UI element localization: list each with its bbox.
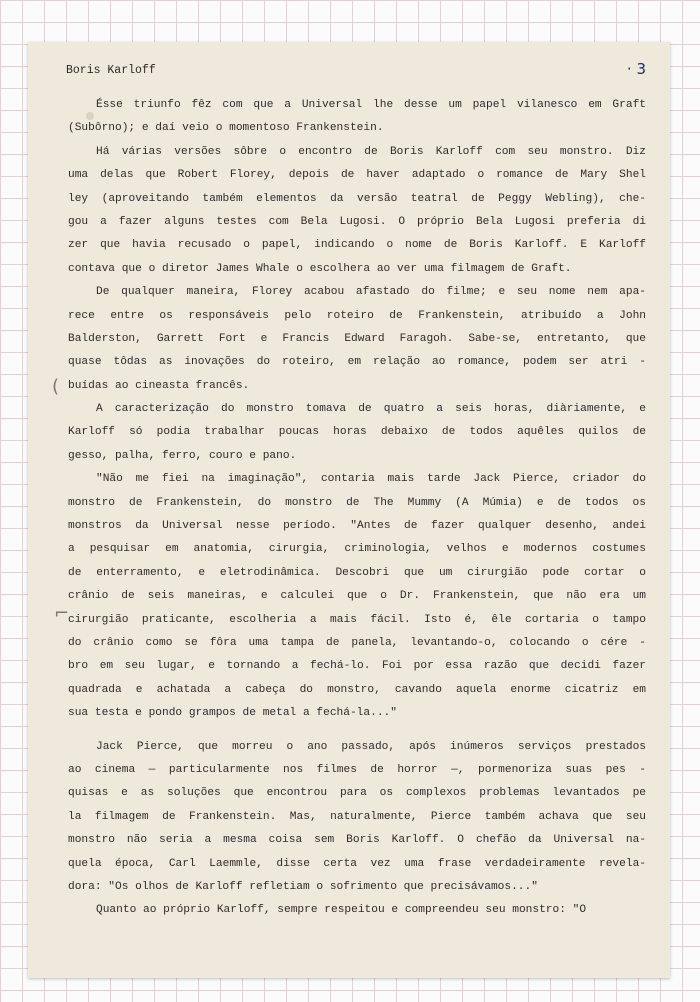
running-header: Boris Karloff: [66, 64, 156, 77]
text-line: Balderston, Garrett Fort e Francis Edward Faragoh. Sabe-se, entretanto, que: [68, 332, 646, 345]
text-body: [68, 94, 646, 923]
text-line: A caracterização do monstro tomava de quatro a seis horas, diàriamente, e: [96, 403, 646, 416]
text-line: (Subôrno); e daí veio o momentoso Frankenstein.: [68, 122, 384, 135]
text-line: ley (aproveitando também elementos da versão teatral de Peggy Webling), che-: [68, 192, 646, 205]
text-line: Ésse triunfo fêz com que a Universal lhe desse um papel vilanesco em Graft: [96, 99, 646, 111]
text-line: do crânio como se fôra uma tampa de panela, levantando-o, colocando o cére -: [68, 636, 646, 649]
text-line: rece entre os responsáveis pelo roteiro de Frankenstein, atribuído a John: [68, 309, 646, 322]
paragraph-gap: [68, 726, 646, 736]
text-line: sua testa e pondo grampos de metal a fechá-la...": [68, 707, 397, 720]
text-line: gou a fazer alguns testes com Bela Lugosi. O próprio Bela Lugosi preferia di: [68, 215, 646, 228]
text-line: uma delas que Robert Florey, depois de haver adaptado o romance de Mary Shel: [68, 169, 646, 182]
text-line: monstro de Frankenstein, do monstro de The Mummy (A Múmia) e de todos os: [68, 496, 646, 509]
text-line: De qualquer maneira, Florey acabou afastado do filme; e seu nome nem apa-: [96, 286, 646, 299]
text-line: Quanto ao próprio Karloff, sempre respeitou e compreendeu seu monstro: "O: [96, 904, 587, 917]
text-line: buídas ao cineasta francês.: [68, 379, 250, 392]
text-line: gesso, palha, ferro, couro e pano.: [68, 449, 297, 462]
page-number-digit: 3: [636, 60, 646, 78]
text-line: zer que havia recusado o papel, indicando o nome de Boris Karloff. E Karloff: [68, 239, 646, 252]
text-line: quadrada e achatada a cabeça do monstro, cavando aquela enorme cicatriz em: [68, 683, 646, 696]
typed-page: [28, 42, 670, 978]
text-line: la filmagem de Frankenstein. Mas, naturalmente, Pierce também achava que seu: [68, 810, 646, 823]
text-line: de enterramento, e eletrodinâmica. Descobri que um cirurgião pode cortar o: [68, 566, 646, 579]
text-line: monstro não seria a mesma coisa sem Boris Karloff. O chefão da Universal na-: [68, 834, 646, 847]
text-line: crânio de seis maneiras, e calculei que o Dr. Frankenstein, que não era um: [68, 590, 646, 603]
margin-pencil-mark: ⌐: [54, 603, 70, 624]
text-line: Jack Pierce, que morreu o ano passado, após inúmeros serviços prestados: [96, 740, 646, 753]
text-line: quase tôdas as inovações do roteiro, em relação ao romance, podem ser atri -: [68, 356, 646, 369]
text-line: bro em seu lugar, e tornando a fechá-lo. Foi por essa razão que decidi fazer: [68, 660, 646, 673]
text-line: dora: "Os olhos de Karloff refletiam o sofrimento que precisávamos...": [68, 880, 538, 893]
text-line: "Não me fiei na imaginação", contaria mais tarde Jack Pierce, criador do: [96, 473, 646, 486]
text-line: monstros da Universal nesse período. "Antes de fazer qualquer desenho, andei: [68, 520, 646, 533]
text-line: Há várias versões sôbre o encontro de Boris Karloff com seu monstro. Diz: [96, 145, 646, 158]
text-line: contava que o diretor James Whale o escolhera ao ver uma filmagem de Graft.: [68, 262, 572, 275]
text-line: ao cinema — particularmente nos filmes de horror —, pormenoriza suas pes -: [68, 763, 646, 776]
text-line: Karloff só podia trabalhar poucas horas debaixo de todos aquêles quilos de: [68, 426, 646, 439]
text-line: cirurgião praticante, escolheria a mais fácil. Isto é, êle cortaria o tampo: [68, 613, 646, 626]
margin-pencil-mark: (: [52, 376, 60, 397]
page-number: · 3: [626, 60, 646, 78]
text-line: quela época, Carl Laemmle, disse certa vez uma frase verdadeiramente revela-: [68, 857, 646, 870]
text-line: quisas e as soluções que encontrou para os complexos problemas levantados pe: [68, 787, 646, 800]
text-line: a pesquisar em anatomia, cirurgia, criminologia, velhos e modernos costumes: [68, 543, 646, 556]
